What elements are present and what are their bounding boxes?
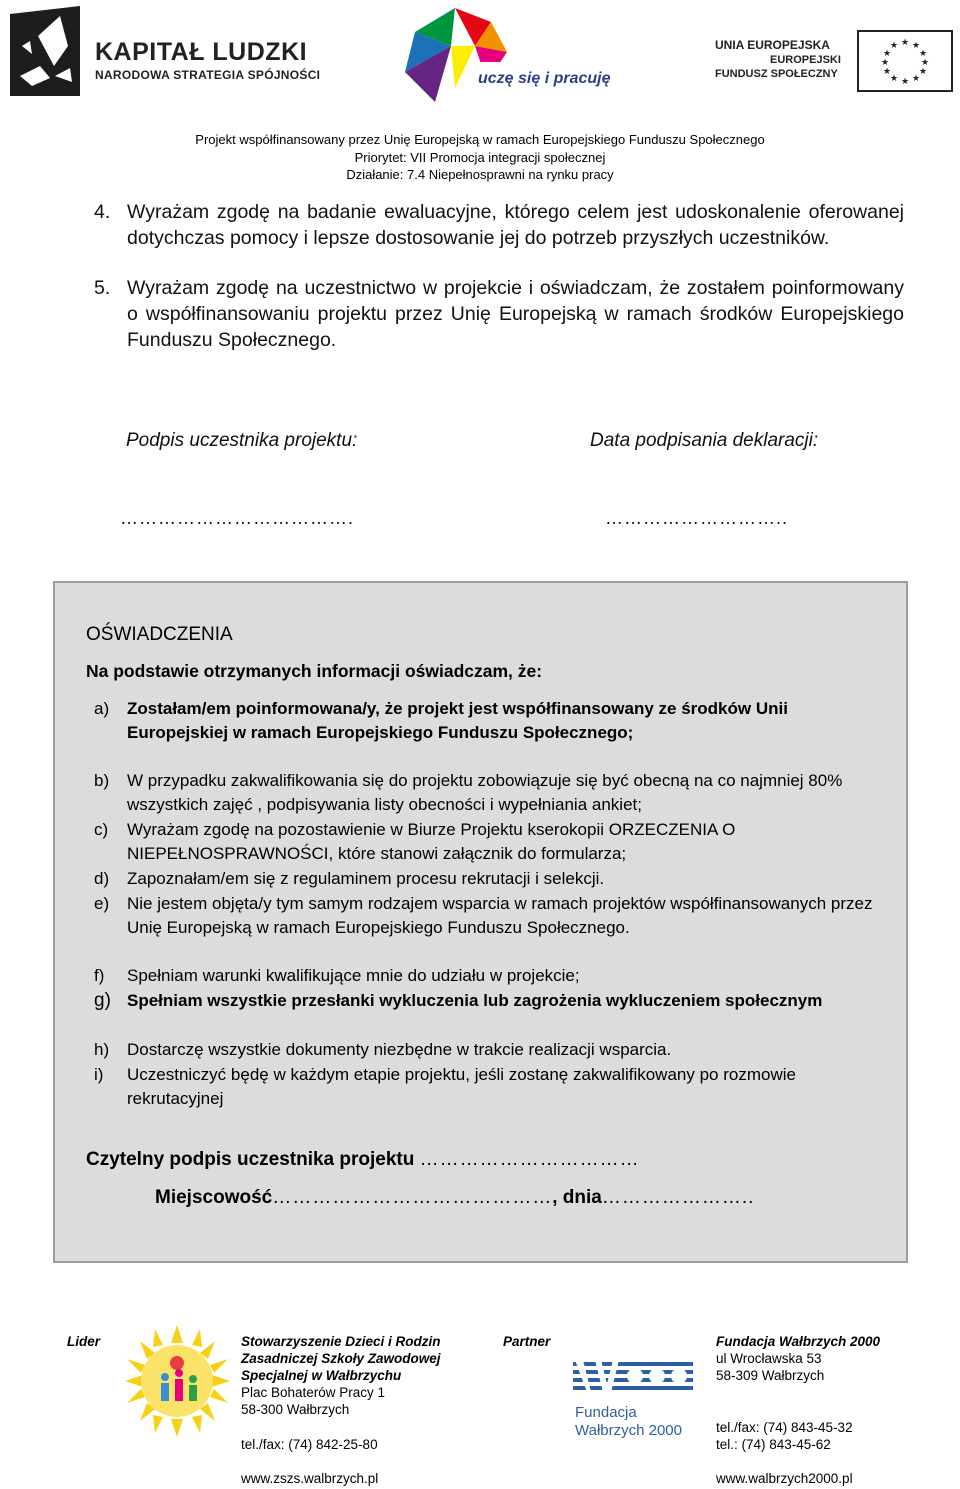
date-label: , dnia bbox=[552, 1187, 602, 1208]
eu-flag-icon bbox=[857, 30, 953, 92]
declaration-item-h bbox=[94, 1038, 884, 1062]
priority-line: Priorytet: VII Promocja integracji społecznej bbox=[354, 150, 606, 165]
item-letter: c) bbox=[94, 820, 109, 839]
ue-efs-line2: FUNDUSZ SPOŁECZNY bbox=[715, 68, 838, 80]
svg-text:★: ★ bbox=[889, 74, 899, 84]
place-field[interactable]: …………………………………… bbox=[272, 1187, 553, 1208]
leader-phone: tel./fax: (74) 842-25-80 bbox=[241, 1437, 378, 1452]
ucze-slogan: uczę się i pracuję bbox=[478, 70, 611, 87]
declaration-item-b bbox=[94, 769, 884, 816]
partner-logo-line: Wałbrzych 2000 bbox=[575, 1422, 682, 1439]
item-text: Wyrażam zgodę na pozostawienie w Biurze Projektu kserokopii ORZECZENIA O NIEPEŁNOSPRAWNOŚCI, które stanowi załącznik do formularza; bbox=[127, 820, 736, 863]
declaration-item-e bbox=[94, 892, 884, 939]
leader-name-line: Specjalnej w Wałbrzychu bbox=[241, 1368, 402, 1383]
svg-text:★: ★ bbox=[911, 74, 921, 84]
item-letter: d) bbox=[94, 869, 110, 888]
svg-text:★: ★ bbox=[900, 77, 910, 87]
item-text: Spełniam wszystkie przesłanki wykluczenia lub zagrożenia wykluczeniem społecznym bbox=[127, 991, 823, 1010]
leader-address-line: 58-300 Wałbrzych bbox=[241, 1402, 350, 1417]
date-field[interactable]: ………………….. bbox=[601, 1187, 755, 1208]
item-text: W przypadku zakwalifikowania się do projektu zobowiązuje się być obecną na co najmniej 80% wszystkich zajęć , podpisywania listy obecności i wypełniania ankiet; bbox=[127, 771, 843, 814]
declarations-intro: Na podstawie otrzymanych informacji oświadczam, że: bbox=[86, 661, 543, 681]
kapital-ludzki-subtitle: NARODOWA STRATEGIA SPÓJNOŚCI bbox=[95, 68, 321, 82]
ue-efs-line1: EUROPEJSKI bbox=[770, 54, 841, 66]
declaration-item-f bbox=[94, 964, 884, 988]
item-text: Dostarczę wszystkie dokumenty niezbędne w trakcie realizacji wsparcia. bbox=[127, 1040, 672, 1059]
svg-text:★: ★ bbox=[882, 49, 892, 59]
readable-signature-row bbox=[86, 1149, 640, 1171]
partner-info bbox=[716, 1333, 946, 1384]
statement-text: Wyrażam zgodę na uczestnictwo w projekcie i oświadczam, że zostałem poinformowany o współfinansowaniu projektu przez Unię Europejską w ramach środków Europejskiego Funduszu Społecznego. bbox=[127, 277, 904, 351]
action-line: Działanie: 7.4 Niepełnosprawni na rynku pracy bbox=[346, 167, 614, 182]
leader-info bbox=[241, 1333, 501, 1418]
partner-label: Partner bbox=[503, 1334, 551, 1349]
svg-text:★: ★ bbox=[920, 58, 930, 68]
declaration-item-a bbox=[94, 697, 884, 744]
item-letter: i) bbox=[94, 1065, 104, 1084]
leader-name-line: Zasadniczej Szkoły Zawodowej bbox=[241, 1351, 441, 1366]
item-letter: h) bbox=[94, 1040, 110, 1059]
svg-text:★: ★ bbox=[880, 58, 890, 68]
partner-address-line: 58-309 Wałbrzych bbox=[716, 1368, 825, 1383]
partner-website[interactable]: www.walbrzych2000.pl bbox=[716, 1471, 853, 1486]
item-letter: a) bbox=[94, 699, 110, 718]
leader-label: Lider bbox=[67, 1334, 101, 1349]
declarations-title: OŚWIADCZENIA bbox=[86, 624, 233, 645]
item-text: Spełniam warunki kwalifikujące mnie do udziału w projekcie; bbox=[127, 966, 580, 985]
partner-phone-line: tel./fax: (74) 843-45-32 bbox=[716, 1420, 853, 1435]
svg-text:★: ★ bbox=[900, 38, 910, 48]
ucze-sie-i-pracuje-logo bbox=[395, 2, 615, 106]
participant-signature-label: Podpis uczestnika projektu: bbox=[126, 430, 358, 451]
item-text: Zapoznałam/em się z regulaminem procesu rekrutacji i selekcji. bbox=[127, 869, 605, 888]
svg-text:★: ★ bbox=[918, 49, 928, 59]
declaration-item-i bbox=[94, 1063, 884, 1110]
svg-text:★: ★ bbox=[889, 41, 899, 51]
partner-logo-line: Fundacja bbox=[575, 1404, 637, 1421]
place-label: Miejscowość bbox=[155, 1187, 273, 1208]
item-text: Uczestniczyć będę w każdym etapie projektu, jeśli zostanę zakwalifikowany po rozmowie rekrutacyjnej bbox=[127, 1065, 796, 1108]
participant-signature-field[interactable]: ………………………………. bbox=[120, 508, 355, 528]
leader-name-line: Stowarzyszenie Dzieci i Rodzin bbox=[241, 1334, 441, 1349]
statement-5 bbox=[94, 275, 904, 353]
signature-date-label: Data podpisania deklaracji: bbox=[590, 430, 819, 451]
sun-logo bbox=[125, 1325, 230, 1437]
partner-phone-info bbox=[716, 1419, 853, 1453]
partner-phone-line: tel.: (74) 843-45-62 bbox=[716, 1437, 831, 1452]
item-text: Zostałam/em poinformowana/y, że projekt jest współfinansowany ze środków Unii Europejskiej w ramach Europejskiego Funduszu Społecznego; bbox=[127, 699, 788, 742]
partner-name: Fundacja Wałbrzych 2000 bbox=[716, 1334, 881, 1349]
partner-address-line: ul Wrocławska 53 bbox=[716, 1351, 822, 1366]
item-letter: b) bbox=[94, 771, 110, 790]
declaration-item-d bbox=[94, 867, 884, 891]
item-letter: e) bbox=[94, 894, 110, 913]
partner-logo-text bbox=[575, 1404, 682, 1440]
statement-text: Wyrażam zgodę na badanie ewaluacyjne, którego celem jest udoskonalenie oferowanej dotychczas pomocy i lepsze dostosowanie jej do potrzeb przyszłych uczestników. bbox=[127, 201, 904, 249]
statement-number: 5. bbox=[94, 277, 111, 299]
declaration-item-c bbox=[94, 818, 884, 865]
statement-number: 4. bbox=[94, 201, 111, 223]
item-letter: f) bbox=[94, 966, 105, 985]
svg-text:★: ★ bbox=[918, 67, 928, 77]
readable-signature-field[interactable]: …………………………… bbox=[419, 1149, 640, 1170]
ue-label: UNIA EUROPEJSKA bbox=[715, 38, 830, 52]
place-date-row bbox=[155, 1187, 754, 1209]
readable-signature-label: Czytelny podpis uczestnika projektu bbox=[86, 1149, 415, 1170]
svg-text:★: ★ bbox=[882, 67, 892, 77]
signature-date-field[interactable]: ……………………….. bbox=[605, 508, 789, 528]
kapital-ludzki-name: KAPITAŁ LUDZKI bbox=[95, 38, 308, 66]
declaration-item-g bbox=[94, 989, 884, 1013]
svg-text:★: ★ bbox=[911, 41, 921, 51]
statement-4 bbox=[94, 199, 904, 251]
leader-website[interactable]: www.zszs.walbrzych.pl bbox=[241, 1471, 379, 1486]
leader-address-line: Plac Bohaterów Pracy 1 bbox=[241, 1385, 386, 1400]
item-text: Nie jestem objęta/y tym samym rodzajem wsparcia w ramach projektów współfinansowanych przez Unię Europejską w ramach Europejskiego Funduszu Społecznego. bbox=[127, 894, 873, 937]
item-letter: g) bbox=[94, 990, 111, 1011]
project-cofinancing-line: Projekt współfinansowany przez Unię Europejską w ramach Europejskiego Funduszu Społecznego bbox=[195, 132, 765, 147]
